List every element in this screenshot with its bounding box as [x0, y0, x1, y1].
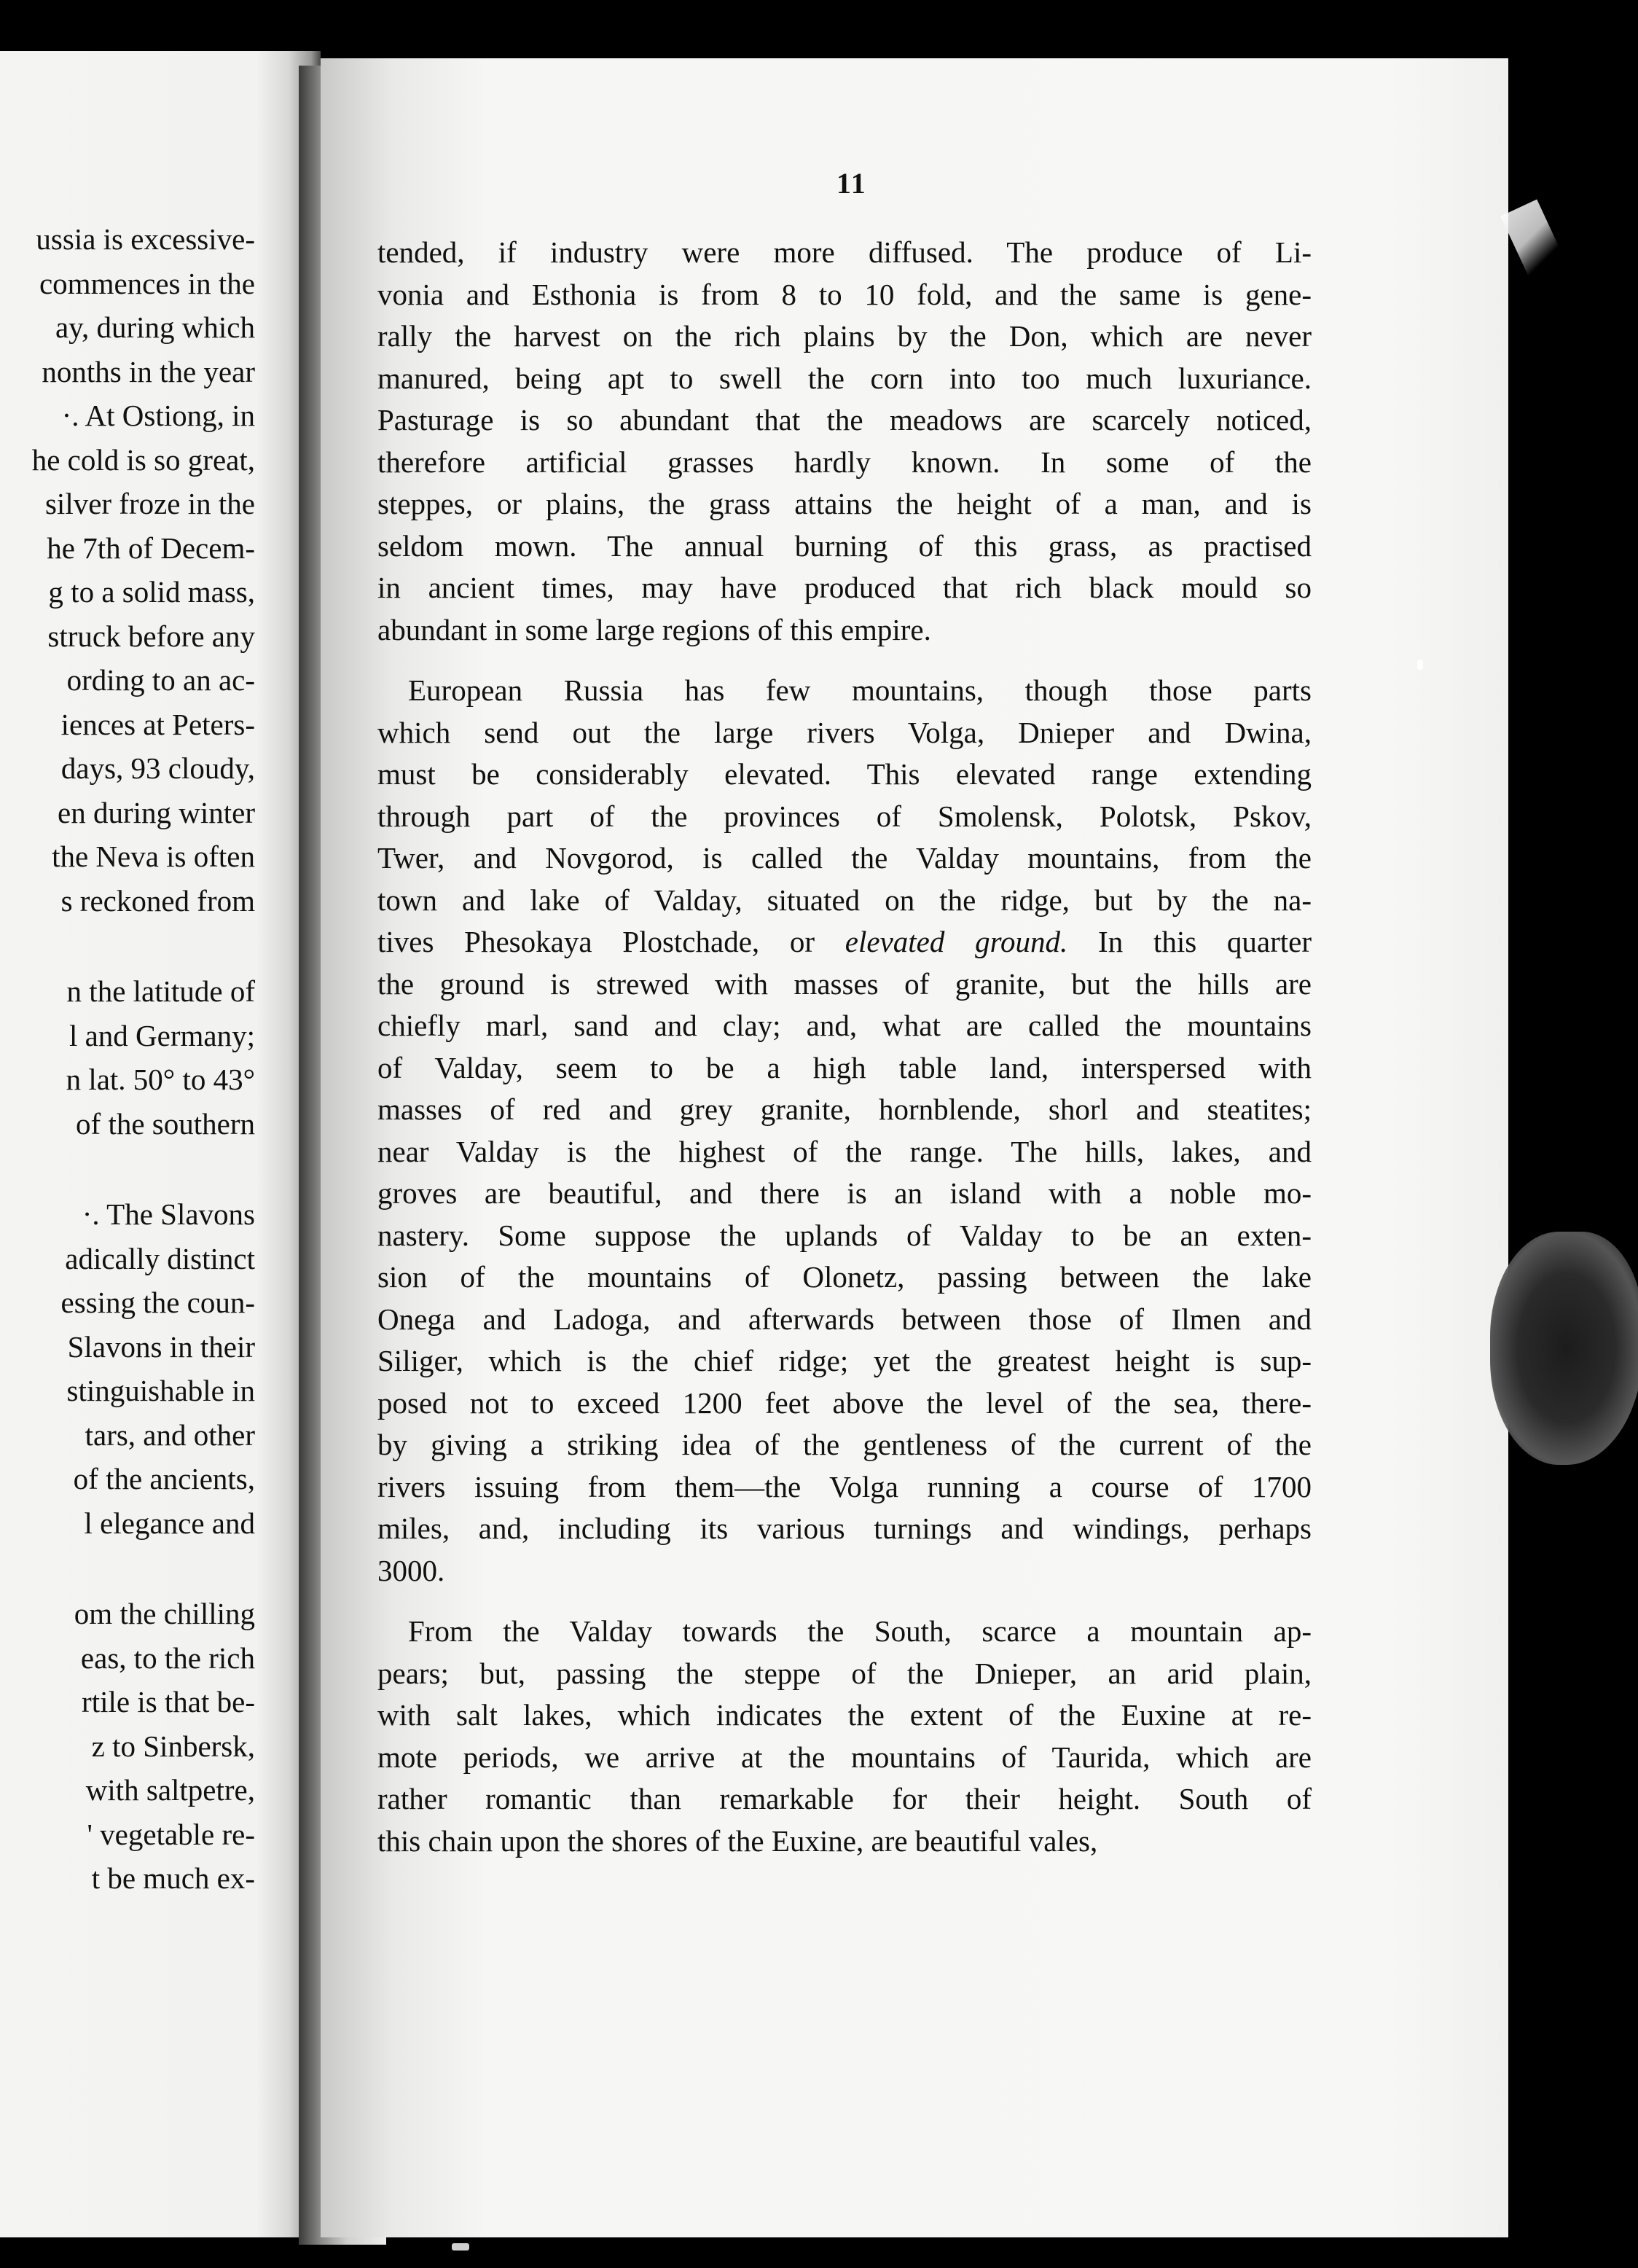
body-line-text: by giving a striking idea of the gentleness of the current of the: [377, 1428, 1312, 1461]
body-line: [377, 1778, 1312, 1821]
body-line-text: in ancient times, may have produced that rich black mould so: [377, 571, 1312, 604]
body-line: [377, 1173, 1312, 1215]
left-page-line: iences at Peters-: [60, 707, 255, 741]
body-line: [377, 567, 1312, 609]
body-line-text: vonia and Esthonia is from 8 to 10 fold, and the same is gene-: [377, 277, 1312, 311]
body-line: [377, 1131, 1312, 1173]
body-line: [377, 1047, 1312, 1090]
body-line: [377, 1089, 1312, 1131]
body-line: [377, 1694, 1312, 1737]
body-line: [377, 1550, 1312, 1592]
body-line-text: 3000.: [377, 1553, 445, 1587]
body-line: [377, 483, 1312, 525]
scan-speck: [1417, 660, 1423, 670]
body-line: [377, 921, 1312, 963]
paragraph-gap: [377, 651, 1312, 670]
left-page-line: Slavons in their: [67, 1329, 255, 1364]
body-line: [377, 1611, 1312, 1653]
left-page-line: the Neva is often: [52, 840, 255, 873]
left-page-line: ussia is excessive-: [36, 222, 255, 256]
body-line-text: rivers issuing from them—the Volga running a course of 1700: [377, 1469, 1312, 1503]
body-line: [377, 1424, 1312, 1466]
left-page-line: [0, 1545, 255, 1592]
body-line: [377, 670, 1312, 712]
body-line: [377, 358, 1312, 400]
body-line: [377, 1340, 1312, 1383]
left-facing-page: [0, 51, 321, 2237]
left-page-line: l and Germany;: [68, 1018, 255, 1052]
body-line: [377, 1653, 1312, 1695]
page-number: 11: [836, 167, 867, 200]
body-line: [377, 1005, 1312, 1047]
left-page-line: tars, and other: [85, 1418, 255, 1452]
body-line: [377, 1466, 1312, 1509]
body-line-text: Pasturage is so abundant that the meadows are scarcely noticed,: [377, 403, 1312, 437]
left-page-line: stinguishable in: [66, 1374, 255, 1407]
left-page-line: z to Sinbersk,: [91, 1729, 255, 1763]
body-line: [377, 1383, 1312, 1425]
body-line: [377, 1508, 1312, 1550]
body-line-text: steppes, or plains, the grass attains the height of a man, and is: [377, 487, 1312, 520]
body-line-text: mote periods, we arrive at the mountains of Taurida, which are: [377, 1740, 1312, 1774]
body-line-text: nastery. Some suppose the uplands of Valday to be an exten-: [377, 1218, 1312, 1252]
body-line-text: tended, if industry were more diffused. The produce of Li-: [377, 235, 1312, 269]
left-page-line: ay, during which: [55, 310, 255, 344]
left-page-line: n the latitude of: [66, 974, 255, 1008]
left-page-line: essing the coun-: [60, 1286, 255, 1319]
body-line-text: Siliger, which is the chief ridge; yet the greatest height is sup-: [377, 1344, 1312, 1377]
body-line-text: seldom mown. The annual burning of this grass, as practised: [377, 528, 1312, 563]
left-page-line: s reckoned from: [60, 883, 255, 918]
body-line-text: miles, and, including its various turnings and windings, perhaps: [377, 1512, 1312, 1545]
left-page-line: l elegance and: [84, 1506, 255, 1540]
body-line: [377, 1299, 1312, 1341]
body-line: [377, 712, 1312, 754]
body-line-text: pears; but, passing the steppe of the Dnieper, an arid plain,: [377, 1656, 1312, 1690]
left-page-line: rtile is that be-: [82, 1685, 255, 1718]
body-line-text: manured, being apt to swell the corn into too much luxuriance.: [377, 361, 1312, 395]
scan-smudge: [1490, 1232, 1638, 1465]
body-line-text: sion of the mountains of Olonetz, passing between the lake: [377, 1260, 1312, 1294]
body-line-text: this chain upon the shores of the Euxine, are beautiful vales,: [377, 1823, 1098, 1858]
left-page-line: of the ancients,: [73, 1462, 255, 1495]
left-page-line: with saltpetre,: [85, 1773, 255, 1807]
left-page-line: nonths in the year: [42, 354, 255, 388]
left-page-line: he cold is so great,: [31, 442, 255, 477]
body-line: [377, 316, 1312, 358]
left-page-line: g to a solid mass,: [48, 575, 255, 609]
left-page-line: en during winter: [58, 795, 255, 829]
left-page-text: [0, 217, 255, 1901]
left-page-line: he 7th of Decem-: [47, 531, 255, 565]
body-line-text: From the Valday towards the South, scarce a mountain ap-: [408, 1614, 1312, 1648]
left-page-line: om the chilling: [74, 1597, 255, 1630]
left-page-line: of the southern: [76, 1106, 255, 1141]
body-line-text: through part of the provinces of Smolensk, Polotsk, Pskov,: [377, 799, 1312, 833]
body-line: [377, 837, 1312, 880]
paragraph-gap: [377, 1592, 1312, 1611]
left-page-line: [0, 923, 255, 969]
body-line: [377, 796, 1312, 838]
page-body-text: [377, 232, 1312, 1862]
left-page-line: t be much ex-: [91, 1861, 255, 1895]
body-line-text: must be considerably elevated. This elevated range extending: [377, 757, 1312, 791]
scan-artifact-mark: [1500, 200, 1570, 289]
left-page-line: eas, to the rich: [80, 1641, 255, 1675]
left-page-line: ' vegetable re-: [87, 1817, 255, 1851]
left-page-line: commences in the: [39, 266, 255, 300]
body-line-text: masses of red and grey granite, hornblende, shorl and steatites;: [377, 1092, 1312, 1126]
body-line-text: rather romantic than remarkable for their height. South of: [377, 1782, 1312, 1815]
italic-phrase: elevated ground.: [845, 925, 1068, 958]
body-line-text: therefore artificial grasses hardly known. In some of the: [377, 445, 1312, 479]
body-line-text: rally the harvest on the rich plains by the Don, which are never: [377, 319, 1312, 353]
body-line: [377, 232, 1312, 274]
body-line: [377, 274, 1312, 316]
body-line-text: Onega and Ladoga, and afterwards between those of Ilmen and: [377, 1302, 1312, 1336]
body-line-text: In this quarter: [1067, 925, 1312, 958]
left-page-line: ording to an ac-: [66, 663, 255, 697]
body-line: [377, 1256, 1312, 1299]
body-line-text: posed not to exceed 1200 feet above the level of the sea, there-: [377, 1385, 1312, 1420]
body-line: [377, 1737, 1312, 1779]
left-page-line: silver froze in the: [44, 487, 255, 520]
body-line: [377, 442, 1312, 484]
body-line: [377, 525, 1312, 568]
body-line: [377, 609, 1312, 652]
body-line-text: town and lake of Valday, situated on the ridge, but by the na-: [377, 883, 1312, 917]
body-line: [377, 963, 1312, 1006]
body-line-text: groves are beautiful, and there is an island with a noble mo-: [377, 1176, 1312, 1210]
body-line-text: of Valday, seem to be a high table land, interspersed with: [377, 1050, 1312, 1084]
body-line-text: European Russia has few mountains, though those parts: [408, 673, 1312, 707]
left-page-line: struck before any: [47, 619, 255, 653]
left-page-line: adically distinct: [65, 1241, 255, 1275]
body-line-text: with salt lakes, which indicates the extent of the Euxine at re-: [377, 1698, 1312, 1732]
left-page-line: [0, 1146, 255, 1192]
body-line: [377, 754, 1312, 796]
left-page-line: ·. At Ostiong, in: [61, 399, 255, 432]
body-line-text: which send out the large rivers Volga, Dnieper and Dwina,: [377, 715, 1312, 749]
left-page-line: days, 93 cloudy,: [60, 751, 255, 785]
scan-speck-bottom: [452, 2243, 469, 2251]
body-line-text: the ground is strewed with masses of granite, but the hills are: [377, 966, 1312, 1001]
body-line-text: tives Phesokaya Plostchade, or: [377, 925, 815, 958]
body-line: [377, 1821, 1312, 1863]
body-line: [377, 880, 1312, 922]
body-line-text: Twer, and Novgorod, is called the Valday mountains, from the: [377, 841, 1312, 875]
left-page-line: n lat. 50° to 43°: [66, 1063, 255, 1096]
body-line-text: near Valday is the highest of the range. The hills, lakes, and: [377, 1134, 1312, 1168]
body-line-text: abundant in some large regions of this empire.: [377, 612, 931, 646]
left-page-line: ·. The Slavons: [82, 1197, 255, 1231]
body-line-text: chiefly marl, sand and clay; and, what are called the mountains: [377, 1009, 1312, 1042]
body-line: [377, 399, 1312, 442]
body-line: [377, 1215, 1312, 1257]
